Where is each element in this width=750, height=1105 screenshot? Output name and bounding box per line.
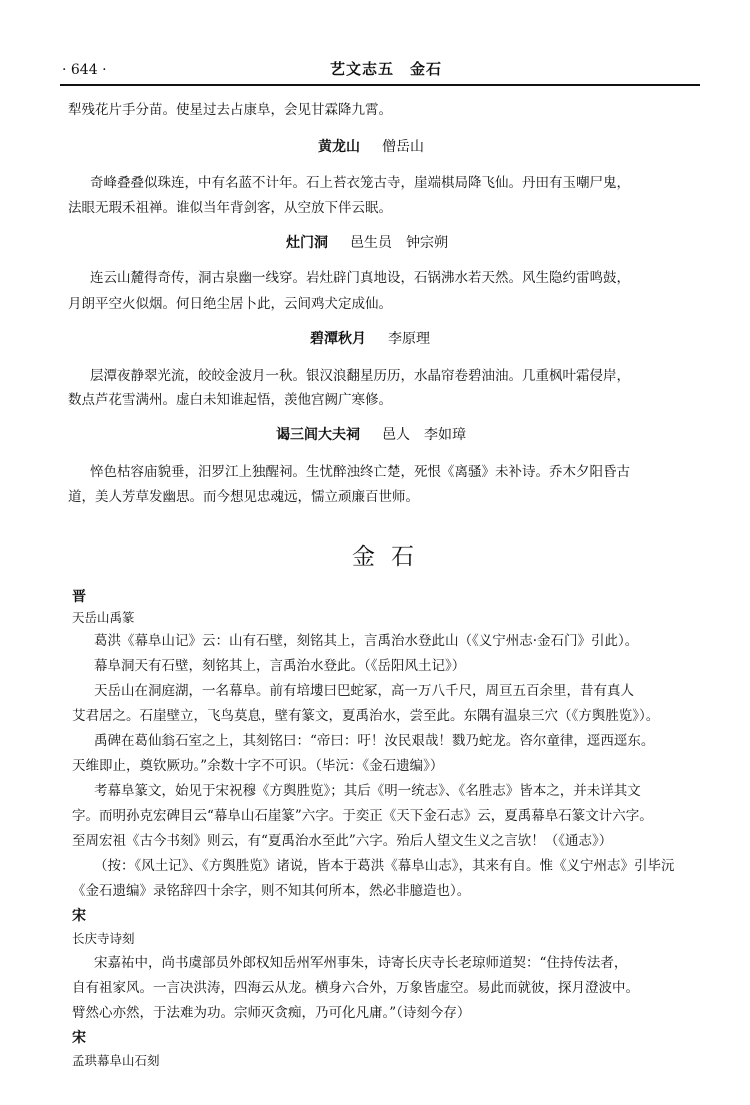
entry-subtitle: 天岳山禹篆 (72, 610, 135, 625)
text-line: 禹碑在葛仙翁石室之上，其刻铭曰：“帝曰：吁！汝民艰哉！戮乃蛇龙。咨尔童律，逕西逕东。 (94, 733, 655, 749)
poem-line: 犁残花片手分苗。使星过去占康阜，会见甘霖降九霄。 (68, 102, 392, 118)
text-line: 天岳山在洞庭湖，一名幕阜。前有培塿曰巴蛇冢，高一万八千尺，周亘五百余里，昔有真人 (94, 683, 634, 699)
poem-line: 连云山麓得奇传，洞古泉幽一线穿。岩灶辟门真地设，石锅沸水若天然。风生隐约雷鸣鼓， (90, 270, 630, 286)
text-line: （按：《风土记》、《方舆胜览》诸说，皆本于葛洪《幕阜山志》，其来有自。惟《义宁州志》引毕沅 (94, 858, 675, 874)
entry-subtitle: 长庆寺诗刻 (72, 931, 135, 946)
poem-title: 谒三闾大夫祠 (276, 427, 360, 443)
dynasty-heading: 宋 (72, 908, 86, 924)
poem-title: 灶门洞 (286, 235, 328, 251)
poem-author: 李原理 (388, 331, 430, 347)
text-line: 至周宏祖《古今书刻》则云，有“夏禹治水至此”六字。殆后人望文生义之言欤！（《通志》） (72, 833, 613, 849)
text-line: 幕阜洞天有石壁，刻铭其上，言禹治水登此。（《岳阳风土记》） (94, 658, 466, 674)
poem-author: 邑生员 钟宗朔 (350, 235, 448, 251)
text-line: 《金石遗编》录铭辞四十余字，则不知其何所本，然必非臆造也）。 (72, 883, 471, 899)
poem-heading (286, 236, 448, 250)
poem-line: 月朗平空火似烟。何日绝尘居卜此，云间鸡犬定成仙。 (68, 296, 392, 312)
page-number: · 644 · (62, 62, 107, 78)
running-title: 艺文志五 金石 (330, 60, 443, 78)
poem-heading (310, 332, 430, 346)
text-line: 宋嘉祐中，尚书虞部员外郎权知岳州军州事朱，诗寄长庆寺长老琼师道契：“住持传法者， (94, 955, 628, 971)
poem-line: 奇峰叠叠似珠连，中有名蓝不计年。石上苔衣笼古寺，崖端棋局降飞仙。丹田有玉嘲尸鬼， (90, 175, 630, 191)
text-line: 葛洪《幕阜山记》云：山有石壁，刻铭其上，言禹治水登此山（《义宁州志·金石门》引此）。 (94, 633, 639, 649)
dynasty-heading: 宋 (72, 1030, 86, 1046)
poem-heading (276, 428, 466, 442)
header-rule (60, 84, 700, 86)
poem-author: 僧岳山 (382, 139, 424, 155)
text-line: 天维即止，奠钦厥功。”余数十字不可识。（毕沅：《金石遗编》） (72, 758, 444, 774)
poem-line: 层潭夜静翠光流，皎皎金波月一秋。银汉浪翻星历历，水晶帘卷碧油油。几重枫叶霜侵岸， (90, 368, 630, 384)
section-title: 金石 (352, 544, 430, 570)
dynasty-heading: 晋 (72, 589, 86, 605)
text-line: 艾君居之。石崖壁立，飞鸟莫息，壁有篆文，夏禹治水，尝至此。东隅有温泉三穴（《方舆胜览》）。 (72, 708, 660, 724)
poem-line: 数点芦花雪满州。虚白未知谁起悟，羡他宫阙广寒修。 (68, 392, 392, 408)
poem-author: 邑人 李如璋 (382, 427, 466, 443)
poem-line: 道，美人芳草发幽思。而今想见忠魂远，懦立顽廉百世师。 (68, 489, 419, 505)
poem-title: 黄龙山 (318, 139, 360, 155)
poem-line: 悴色枯容庙貌垂，汨罗江上独醒祠。生忧醉浊终亡楚，死恨《离骚》未补诗。乔木夕阳昏古 (90, 464, 630, 480)
entry-subtitle: 孟珙幕阜山石刻 (72, 1053, 160, 1068)
poem-title: 碧潭秋月 (310, 331, 366, 347)
text-line: 考幕阜篆文，始见于宋祝穆《方舆胜览》；其后《明一统志》、《名胜志》皆本之，并未详其文 (94, 783, 641, 799)
poem-line: 法眼无瑕禾祖禅。谁似当年背剑客，从空放下伴云眠。 (68, 200, 392, 216)
poem-heading (318, 140, 424, 154)
text-line: 自有祖家风。一言决洪涛，四海云从龙。横身六合外，万象皆虚空。易此而就彼，探月澄波中。 (72, 980, 639, 996)
text-line: 字。而明孙克宏碑目云“幕阜山石崖篆”六字。于奕正《天下金石志》云，夏禹幕阜石篆文计六字。 (72, 808, 653, 824)
text-line: 臂然心亦然，于法难为功。宗师灭贪痴，乃可化凡庸。”（诗刻今存） (72, 1005, 471, 1021)
